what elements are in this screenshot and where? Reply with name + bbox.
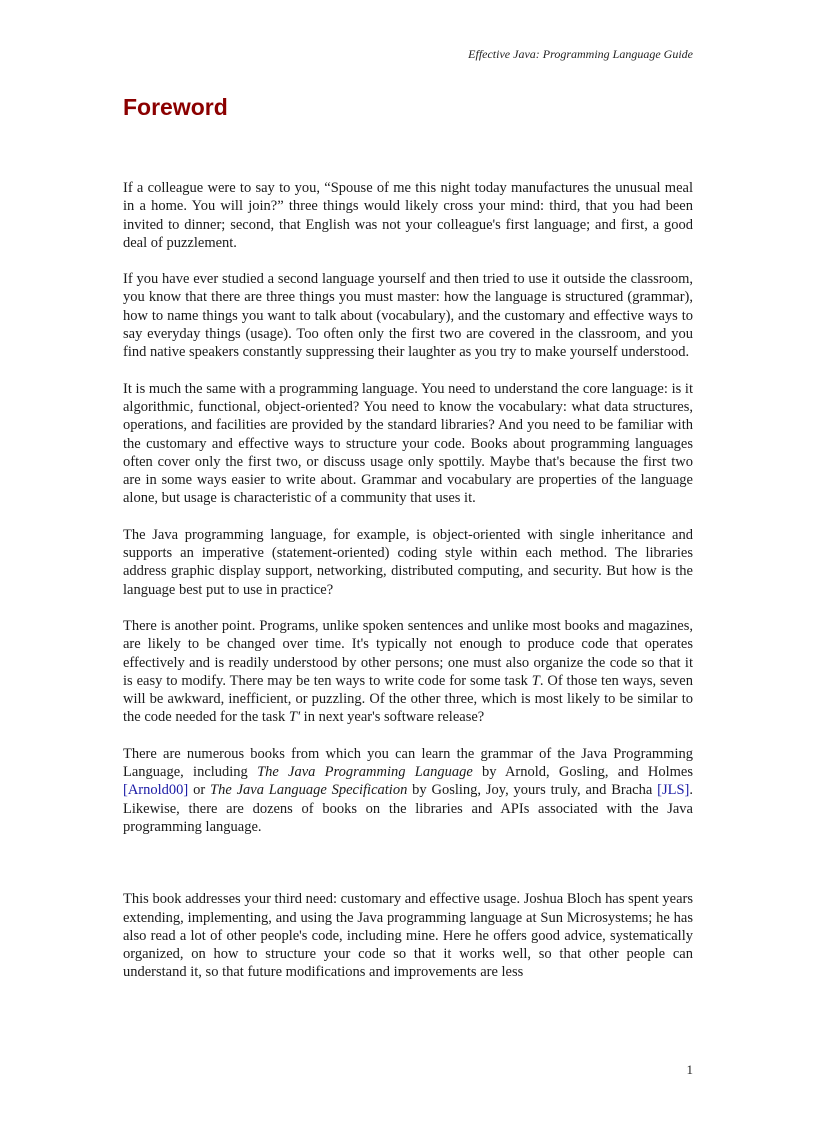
task-t-variable: T: [531, 672, 540, 689]
paragraph-2: If you have ever studied a second language yourself and then tried to use it outside the classroom, you know that there are three things you must master: how the language is structured (grammar), how to name things you want to talk about (vocabulary), and the customary and effective ways to say everyday things (usage). Too often only the first two are covered in the classroom, and you find native speakers constantly suppressing their laughter as you try to make yourself understood.: [123, 271, 693, 361]
paragraph-6-text: or: [188, 782, 210, 799]
paragraph-5-text: There is another point. Programs, unlike spoken sentences and unlike most books and magazines, are likely to be changed over time. It's typically not enough to produce code that operates effectively and is readily understood by other persons; one must also organize the code so that it is easy to modify. There may be ten ways to write code for some task: [123, 617, 693, 689]
page-number: 1: [686, 1062, 693, 1077]
reference-link-jls[interactable]: [JLS]: [657, 782, 690, 799]
reference-link-arnold00[interactable]: [Arnold00]: [123, 782, 189, 799]
paragraph-1: If a colleague were to say to you, “Spouse of me this night today manufactures the unusual meal in a home. You will join?” three things would likely cross your mind: third, that you had been invited to dinner; second, that English was not your colleague's first language; and first, a good deal of puzzlement.: [123, 180, 693, 251]
paragraph-5-text: in next year's software release?: [300, 709, 485, 726]
paragraph-6-text: There are numerous books from which you can learn the grammar of the Java Programming Language, including: [123, 745, 693, 781]
paragraph-5: [123, 617, 693, 727]
paragraph-6-text: by Arnold, Gosling, and Holmes: [472, 764, 694, 781]
book-title-java-programming-language: The Java Programming Language: [257, 764, 473, 781]
running-header: Effective Java: Programming Language Guide: [468, 47, 693, 61]
body-text: [123, 179, 693, 1000]
paragraph-5-text: . Of those ten ways, seven will be awkward, inefficient, or puzzling. Of the other three, which is most likely to be similar to the code needed for the task: [123, 672, 693, 726]
book-title-java-language-specification: The Java Language Specification: [210, 782, 408, 799]
paragraph-7: This book addresses your third need: customary and effective usage. Joshua Bloch has spent years extending, implementing, and using the Java programming language at Sun Microsystems; he has also read a lot of other people's code, including mine. Here he offers good advice, systematically organized, on how to structure your code so that it works well, so that other people can understand it, so that future modifications and improvements are less: [123, 891, 693, 981]
paragraph-6: [123, 745, 693, 836]
paragraph-4: The Java programming language, for example, is object-oriented with single inheritance and supports an imperative (statement-oriented) coding style within each method. The libraries address graphic display support, networking, distributed computing, and security. But how is the language best put to use in practice?: [123, 526, 693, 598]
chapter-title: Foreword: [123, 94, 228, 120]
task-t-prime-variable: T': [288, 709, 301, 726]
paragraph-3: It is much the same with a programming language. You need to understand the core language: is it algorithmic, functional, object-oriented? You need to know the vocabulary: what data structures, operations, and facilities are provided by the standard libraries? And you need to be familiar with the customary and effective ways to structure your code. Books about programming languages often cover only the first two, or discuss usage only spottily. Maybe that's because the first two are in some ways easier to write about. Grammar and vocabulary are properties of the language alone, but usage is characteristic of a community that uses it.: [123, 380, 693, 507]
paragraph-6-text: by Gosling, Joy, yours truly, and Bracha: [407, 782, 658, 799]
paragraph-6-text: . Likewise, there are dozens of books on the libraries and APIs associated with the Java programming language.: [123, 782, 693, 835]
